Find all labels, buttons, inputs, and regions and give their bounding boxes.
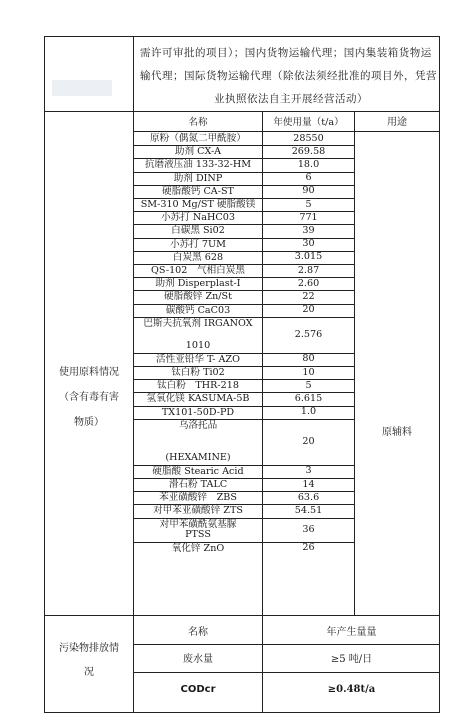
pollutant-top-line [44,615,440,616]
material-name: 助剂 DINP [173,172,223,184]
material-qty: 3.015 [294,251,323,263]
material-name: 滑石粉 TALC [168,479,228,490]
material-qty: 5 [305,198,312,210]
material-qty: 39 [302,225,315,236]
material-name: 原粉（偶氮二甲酰胺） [150,133,246,144]
material-name: 硬脂酸钙 CA-ST [162,185,234,197]
pollutant-row-wastewater-amount: ≥5 吨/日 [330,654,373,665]
material-qty: 1.0 [300,406,317,418]
scan-smudge [52,80,112,96]
material-qty: 30 [302,238,315,250]
material-name: 钛白粉 Ti02 [171,367,225,378]
material-qty: 90 [302,185,315,197]
material-qty: 2.60 [297,277,320,289]
material-name: 巴斯夫抗氧剂 IRGANOX [143,317,253,329]
scope-bottom-line [44,111,440,112]
row-line [134,644,440,645]
material-qty: 6 [305,172,312,184]
materials-section-label: 使用原料情况 （含有毒有害 物质） [59,367,119,428]
material-qty: 5 [305,379,312,391]
material-qty: 2.576 [294,328,323,340]
material-name: 钛白粉 THR-218 [157,380,239,392]
scope-line-3: 业执照依法自主开展经营活动） [214,93,368,105]
material-name: 小苏打 7UM [170,238,226,250]
material-name: 硬脂酸 Stearic Acid [152,465,244,477]
material-qty: 14 [302,478,315,490]
materials-header-name: 名称 [188,117,208,128]
material-name: QS-102 气相白炭黑 [151,265,245,276]
pollutant-row-wastewater-name: 废水量 [183,654,213,665]
material-qty: 6.615 [294,393,323,404]
material-name: 氢氧化镁 KASUMA-5B [146,393,250,405]
row-line [134,672,440,673]
material-name: 助剂 Disperplast-I [155,278,241,290]
scope-line-2: 输代理；国际货物运输代理（除依法须经批准的项目外，凭营 [140,70,437,82]
material-name: 碳酸钙 CaC03 [165,304,231,316]
material-qty: 63.6 [297,491,320,503]
material-qty: 26 [302,542,315,554]
materials-use-value: 原辅料 [382,427,412,438]
scope-line-1: 需许可审批的项目）；国内货物运输代理；国内集装箱货物运 [140,47,432,59]
material-name: 对甲苯磺酰氨基脲 [159,518,237,530]
material-name: 小苏打 NaHC03 [161,212,235,224]
pollutant-header-name: 名称 [188,627,208,638]
material-qty: 28550 [293,132,324,144]
material-qty: 20 [302,304,315,316]
material-name: 抗磨液压油 133-32-HM [144,159,252,171]
material-qty: 10 [302,366,315,378]
material-qty: 20 [302,435,315,447]
material-name-line2: PTSS [185,528,211,540]
pollutant-row-cod-amount: ≥0.48t/a [327,684,376,695]
material-name: 活性亚铅华 T- AZO [156,353,240,365]
material-qty: 22 [302,291,315,302]
material-name: SM-310 Mg/ST 硬脂酸镁 [140,199,256,210]
material-name: 乌洛托品 [178,419,218,431]
business-scope-text [140,42,440,111]
material-name: TX101-50D-PD [161,406,235,418]
material-name: 白炭黑 628 [172,251,224,263]
material-qty: 80 [302,353,315,365]
material-qty: 3 [305,465,312,477]
material-qty: 269.58 [291,145,326,157]
material-name: 助剂 CX-A [174,146,222,158]
material-qty: 2.87 [297,264,320,276]
pollutant-section-label: 污染物排放情 况 [59,643,119,678]
materials-header-qty: 年使用量（t/a） [273,117,344,128]
material-name: 硬脂酸锌 Zn/St [164,291,232,303]
material-name: 氧化锌 ZnO [171,542,225,554]
material-name: 对甲苯亚磺酸锌 ZTS [153,505,243,517]
pollutant-row-cod-name: CODcr [180,684,216,695]
material-name-line2: 1010 [185,339,211,351]
materials-header-use: 用途 [387,117,407,128]
material-name: 苯亚磺酸锌 ZBS [159,492,237,504]
materials-col-divider-2 [354,112,355,615]
pollutant-header-amount: 年产生量量 [326,627,377,638]
material-qty: 54.51 [294,505,323,516]
material-qty: 18.0 [297,159,320,170]
material-name-line2: (HEXAMINE) [165,451,231,463]
material-qty: 36 [302,523,315,535]
material-qty: 771 [299,211,318,223]
material-name: 白碳黑 Si02 [171,225,225,237]
